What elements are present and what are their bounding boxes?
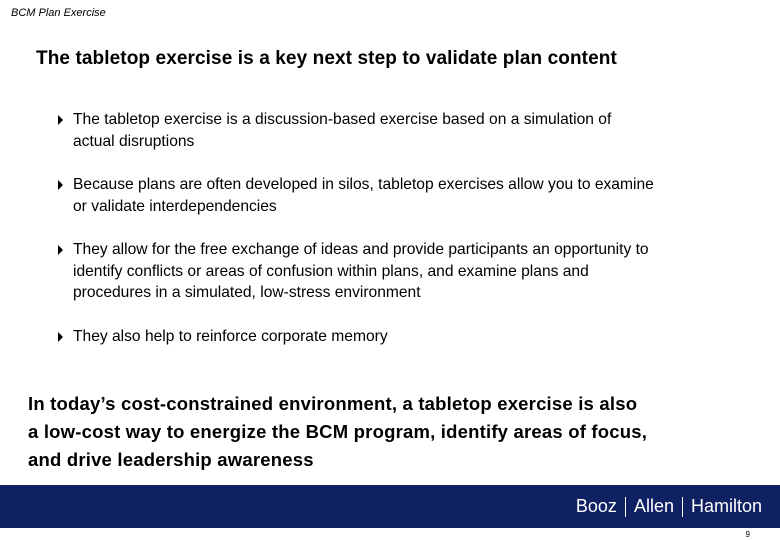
bullet-text-line: actual disruptions bbox=[73, 132, 195, 150]
footer-band bbox=[0, 485, 780, 528]
section-label: BCM Plan Exercise bbox=[11, 7, 106, 19]
bullet-arrow-icon bbox=[58, 245, 63, 255]
brand-part: Hamilton bbox=[690, 496, 762, 516]
bullet-arrow-icon bbox=[58, 180, 63, 190]
bullet-item bbox=[55, 174, 755, 217]
bullet-text-line: Because plans are often developed in silos, tabletop exercises allow you to examine bbox=[73, 176, 654, 193]
bullet-list bbox=[55, 109, 755, 369]
bullet-arrow-icon bbox=[58, 115, 63, 125]
bullet-arrow-icon bbox=[58, 332, 63, 342]
brand-part: Booz bbox=[575, 496, 617, 516]
bullet-item bbox=[55, 239, 755, 304]
bullet-text-line: procedures in a simulated, low-stress environment bbox=[73, 284, 421, 301]
bullet-item bbox=[55, 109, 755, 152]
bullet-text-line: identify conflicts or areas of confusion within plans, and examine plans and bbox=[73, 262, 589, 280]
slide-title: The tabletop exercise is a key next step to validate plan content bbox=[36, 48, 617, 69]
bullet-text-line: or validate interdependencies bbox=[73, 197, 277, 215]
key-message-line: and drive leadership awareness bbox=[28, 449, 314, 470]
key-message bbox=[28, 390, 768, 474]
brand-separator bbox=[625, 497, 626, 517]
bullet-text-line: They also help to reinforce corporate memory bbox=[73, 327, 388, 345]
brand-separator bbox=[682, 497, 683, 517]
page-number: 9 bbox=[745, 530, 750, 539]
key-message-line: In today’s cost-constrained environment, a tabletop exercise is also bbox=[28, 393, 638, 414]
bullet-text-line: The tabletop exercise is a discussion-based exercise based on a simulation of bbox=[73, 111, 612, 128]
bullet-text-line: They allow for the free exchange of ideas and provide participants an opportunity to bbox=[73, 241, 649, 258]
brand-logo bbox=[576, 496, 762, 517]
key-message-line: a low-cost way to energize the BCM program, identify areas of focus, bbox=[28, 421, 648, 442]
bullet-item bbox=[55, 326, 755, 348]
brand-part: Allen bbox=[633, 496, 674, 516]
